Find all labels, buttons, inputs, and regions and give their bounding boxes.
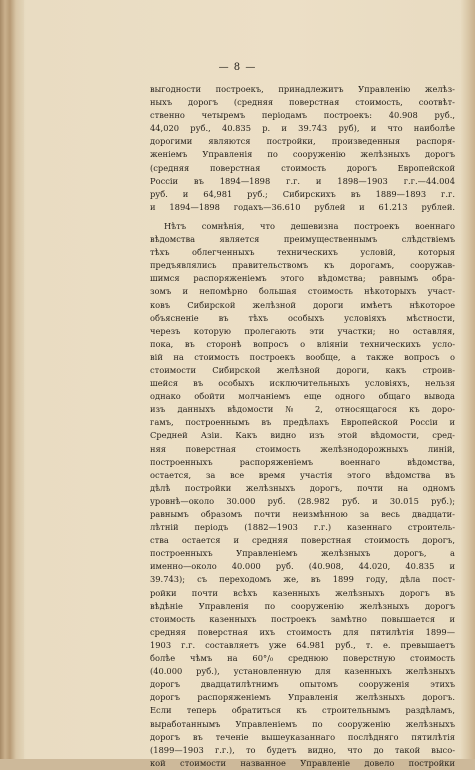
page-number: — 8 — [218,62,257,73]
text-line: остается, за все время участія этого вѣдомства въ [150,469,455,480]
text-line: 44,020 руб., 40.835 р. и 39.743 руб), и что наиболѣе [150,123,455,134]
text-line: (1899—1903 г.г.), то будетъ видно, что до такой высо- [150,744,455,755]
paragraph-2 [150,220,455,770]
text-line: кой стоимости названное Управленіе довело постройки [150,757,455,768]
text-line: стоимость казенныхъ построекъ замѣтно повышается и [150,613,455,624]
text-line: равнымъ образомъ почти неизмѣнною за весь двадцати- [150,509,455,519]
text-line: (40.000 руб.), установленную для казенныхъ желѣзныхъ [150,666,455,677]
text-line: выработаннымъ Управленіемъ по сооруженію желѣзныхъ [150,718,455,729]
text-line: пока, въ сторонѣ вопросъ о вліяніи техническихъ усло- [150,338,455,349]
text-line: лѣтній періодъ (1882—1903 г.г.) казеннаго строитель- [150,522,455,533]
text-line: шейся въ особыхъ исключительныхъ условіяхъ, нельзя [150,378,455,389]
text-line: средняя поверстная ихъ стоимость для пятилѣтія 1899— [150,626,455,637]
text-line: уровнѣ—около 30.000 руб. (28.982 руб. и 30.015 руб.); [150,495,455,506]
text-line: вій на стоимость построекъ вообще, а также вопросъ о [150,351,455,362]
text-line: однако обойти молчаніемъ еще одного общаго вывода [150,391,455,402]
text-line: черезъ которую пролегають эти участки; но оставляя, [150,325,455,336]
text-line: (средняя поверстная стоимость дорогъ Европейской [150,162,455,173]
book-binding-edge [0,0,24,759]
text-line: дорогъ распоряженіемъ Управленія желѣзныхъ дорогъ. [150,692,455,703]
text-line: няя поверстная стоимость желѣзнодорожныхъ линій, [150,443,455,454]
text-line: объясненіе въ тѣхъ особыхъ условіяхъ мѣстности, [150,312,455,323]
text-line: именно—около 40.000 руб. (40.908, 44.020, 40.835 и [150,561,455,572]
text-line: дорогъ въ теченіе вышеуказаннаго послѣдняго пятилѣтія [150,731,455,742]
text-line: вѣдѣніе Управленія по сооруженію желѣзныхъ дорогъ [150,600,455,611]
text-line: предъявлялись правительствомъ къ дорогамъ, сооружав- [150,260,455,271]
text-line: построенныхъ Управленіемъ желѣзныхъ дорогъ, а [150,548,455,559]
text-line: гамъ, построеннымъ въ предѣлахъ Европейской Россіи и [150,417,455,428]
text-line: ства остается и средняя поверстная стоимость дорогъ, [150,535,455,546]
text-line: Нѣтъ сомнѣнія, что дешевизна построекъ военнаго [164,220,455,231]
text-line: тѣхъ облегченныхъ техническихъ условій, которыя [150,247,455,258]
text-line: дѣлѣ постройки желѣзныхъ дорогъ, почти на одномъ [150,482,455,493]
text-line: ныхъ дорогъ (средняя поверстная стоимость, соотвѣт- [150,97,455,108]
text-line: выгодности построекъ, принадлежитъ Управленію желѣз- [150,84,455,94]
text-line: вѣдомства является преимущественнымъ слѣдствіемъ [150,234,455,245]
text-line: 1903 г.г. составляетъ уже 64.981 руб., т. е. превышаетъ [150,639,455,650]
text-line: зомъ и непомѣрно большая стоимость нѣкоторыхъ участ- [150,286,455,297]
text-line: Россіи въ 1894—1898 г.г. и 1898—1903 г.г.—44.004 [150,175,455,186]
text-line: Если теперь обратиться къ строительнымъ раздѣламъ, [150,705,455,716]
paragraph-1 [150,83,455,214]
text-line: дорогъ двадцатилѣтнимъ опытомъ сооруженія этихъ [150,679,455,690]
text-line: шимся распоряженіемъ этого вѣдомства; равнымъ обра- [150,273,455,284]
text-line: и 1894—1898 годахъ—36.610 рублей и 61.213 рублей. [150,201,455,212]
text-line: изъ данныхъ вѣдомости № 2, относящагося къ доро- [150,404,455,415]
text-line: ственно четыремъ періодамъ построекъ: 40.908 руб., [150,110,455,121]
text-line: дорогими являются постройки, произведенныя распоря- [150,136,455,147]
text-line: стоимости Сибирской желѣзной дороги, какъ строив- [150,364,455,375]
text-line: построенныхъ распоряженіемъ военнаго вѣдомства, [150,456,455,467]
page-body-text [150,83,455,770]
page-right-edge [461,0,475,759]
text-line: руб. и 64,981 руб.; Сибирскихъ въ 1889—1893 г.г. [150,188,455,199]
text-line: ковъ Сибирской желѣзной дороги имѣетъ нѣкоторое [150,299,455,310]
text-line: женіемъ Управленія по сооруженію желѣзныхъ дорогъ [150,149,455,160]
text-line: ройки почти всѣхъ казенныхъ желѣзныхъ дорогъ въ [150,587,455,598]
text-line: 39.743); съ переходомъ же, въ 1899 году, дѣла пост- [150,574,455,585]
text-line: Средней Азіи. Какъ видно изъ этой вѣдомости, сред- [150,430,455,441]
text-line: болѣе чѣмъ на 60°/₀ среднюю поверстную стоимость [150,653,455,664]
